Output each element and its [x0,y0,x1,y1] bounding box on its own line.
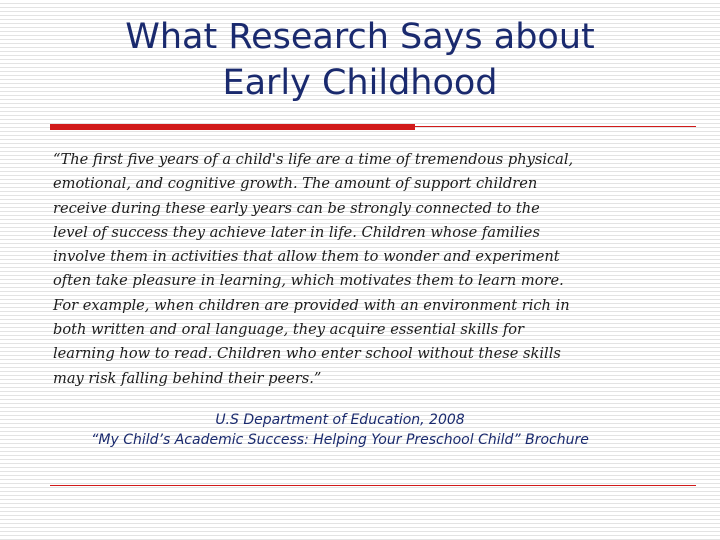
citation-source: U.S Department of Education, 2008 [215,412,465,428]
footer-divider [50,485,696,486]
citation-title: “My Child’s Academic Success: Helping Your Preschool Child” Brochure [91,432,589,448]
quote-line: learning how to read. Children who enter school without these skills [53,345,561,363]
quote-line: may risk falling behind their peers.” [53,369,322,387]
title-divider [50,124,696,130]
slide-title-line-2: Early Childhood [222,63,498,103]
title-divider-accent [50,124,415,130]
quote-line: receive during these early years can be strongly connected to the [53,199,540,217]
slide-title-line-1: What Research Says about [125,17,595,57]
quote-line: involve them in activities that allow them to wonder and experiment [53,248,560,266]
quote-line: emotional, and cognitive growth. The amount of support children [53,175,538,193]
research-quote [53,148,653,391]
slide-title [60,14,660,106]
quote-line: both written and oral language, they acquire essential skills for [53,321,525,339]
quote-line: often take pleasure in learning, which motivates them to learn more. [53,272,564,290]
quote-line: “The first five years of a child's life are a time of tremendous physical, [53,151,574,168]
quote-line: level of success they achieve later in life. Children whose families [53,223,540,241]
title-divider-line [415,126,696,127]
citation [30,410,650,450]
quote-line: For example, when children are provided with an environment rich in [53,296,570,314]
